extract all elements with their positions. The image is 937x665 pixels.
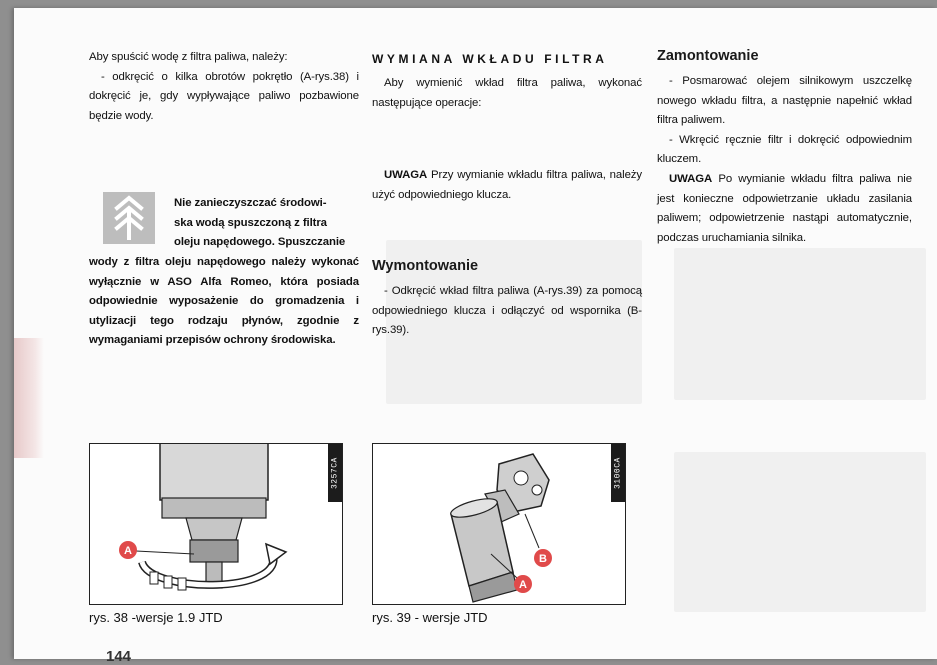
- column-3: [657, 72, 912, 248]
- fuel-filter-drain-illustration: [90, 444, 342, 604]
- col1-paragraph-2: - odkręcić o kilka obrotów pokrętło (A-rys.38) i dokręcić je, gdy wypływające paliwo pozbawione będzie wody.: [89, 70, 359, 122]
- callout-a-label: A: [124, 545, 132, 557]
- figure-38-caption: rys. 38 -wersje 1.9 JTD: [89, 610, 223, 625]
- col3-uwaga: UWAGA Po wymianie wkładu filtra paliwa nie jest konieczne odpowietrzanie układu zasilania paliwem; odpowietrzenie nastąpi automatycznie, podczas uruchamiania silnika.: [657, 172, 912, 244]
- col1-paragraph-1: Aby spuścić wodę z filtra paliwa, należy:: [89, 51, 288, 63]
- manual-page: [14, 8, 937, 665]
- callout-a-label: A: [519, 579, 527, 591]
- warning-line-3: oleju napędowego. Spuszczanie: [174, 236, 346, 249]
- show-through-ghost: [674, 452, 926, 612]
- warning-continuation: wody z filtra oleju napędowego należy wykonać wyłącznie w ASO Alfa Romeo, która posiada odpowiednie wyposażenie do gromadzenia i utylizacji tego rodzaju płynów, zgodnie z wymaganiami przepisów ochrony środowiska.: [89, 256, 359, 347]
- page-edge-tint: [14, 338, 44, 458]
- figure-38: [89, 443, 343, 605]
- callout-b-label: B: [539, 553, 547, 565]
- warning-line-1: Nie zanieczyszczać środowi-: [174, 197, 327, 209]
- col3-paragraph-2: - Wkręcić ręcznie filtr i dokręcić odpowiednim kluczem.: [657, 133, 912, 166]
- show-through-ghost: [674, 248, 926, 400]
- uwaga-label: UWAGA: [669, 172, 713, 185]
- uwaga-label: UWAGA: [384, 169, 428, 181]
- col2-intro: Aby wymienić wkład filtra paliwa, wykonać następujące operacje:: [372, 77, 642, 109]
- col3-paragraph-1: - Posmarować olejem silnikowym uszczelkę nowego wkładu filtra, a następnie napełnić wkład filtra paliwem.: [657, 75, 912, 127]
- subheading-zamontowanie: Zamontowanie: [657, 48, 759, 64]
- warning-line-2: ska wodą spuszczoną z filtra: [174, 216, 327, 229]
- col2-wymontowanie-text: - Odkręcić wkład filtra paliwa (A-rys.39) za pomocą odpowiedniego klucza i odłączyć od wspornika (B-rys.39).: [372, 285, 642, 337]
- col2-uwaga: UWAGA Przy wymianie wkładu filtra paliwa, należy użyć odpowiedniego klucza.: [372, 169, 642, 201]
- figure-code: 3257CA: [328, 444, 342, 502]
- subheading-wymontowanie: Wymontowanie: [372, 258, 479, 274]
- environment-tree-icon: [103, 192, 155, 244]
- fuel-filter-replacement-illustration: [373, 444, 625, 604]
- figure-code: 3100CA: [611, 444, 625, 502]
- page-number: 144: [106, 648, 132, 665]
- section-heading-wymiana: WYMIANA WKŁADU FILTRA: [372, 52, 608, 66]
- figure-39: [372, 443, 626, 605]
- warning-box-text: [174, 194, 359, 253]
- figure-39-caption: rys. 39 - wersje JTD: [372, 610, 488, 625]
- column-1: [89, 48, 359, 126]
